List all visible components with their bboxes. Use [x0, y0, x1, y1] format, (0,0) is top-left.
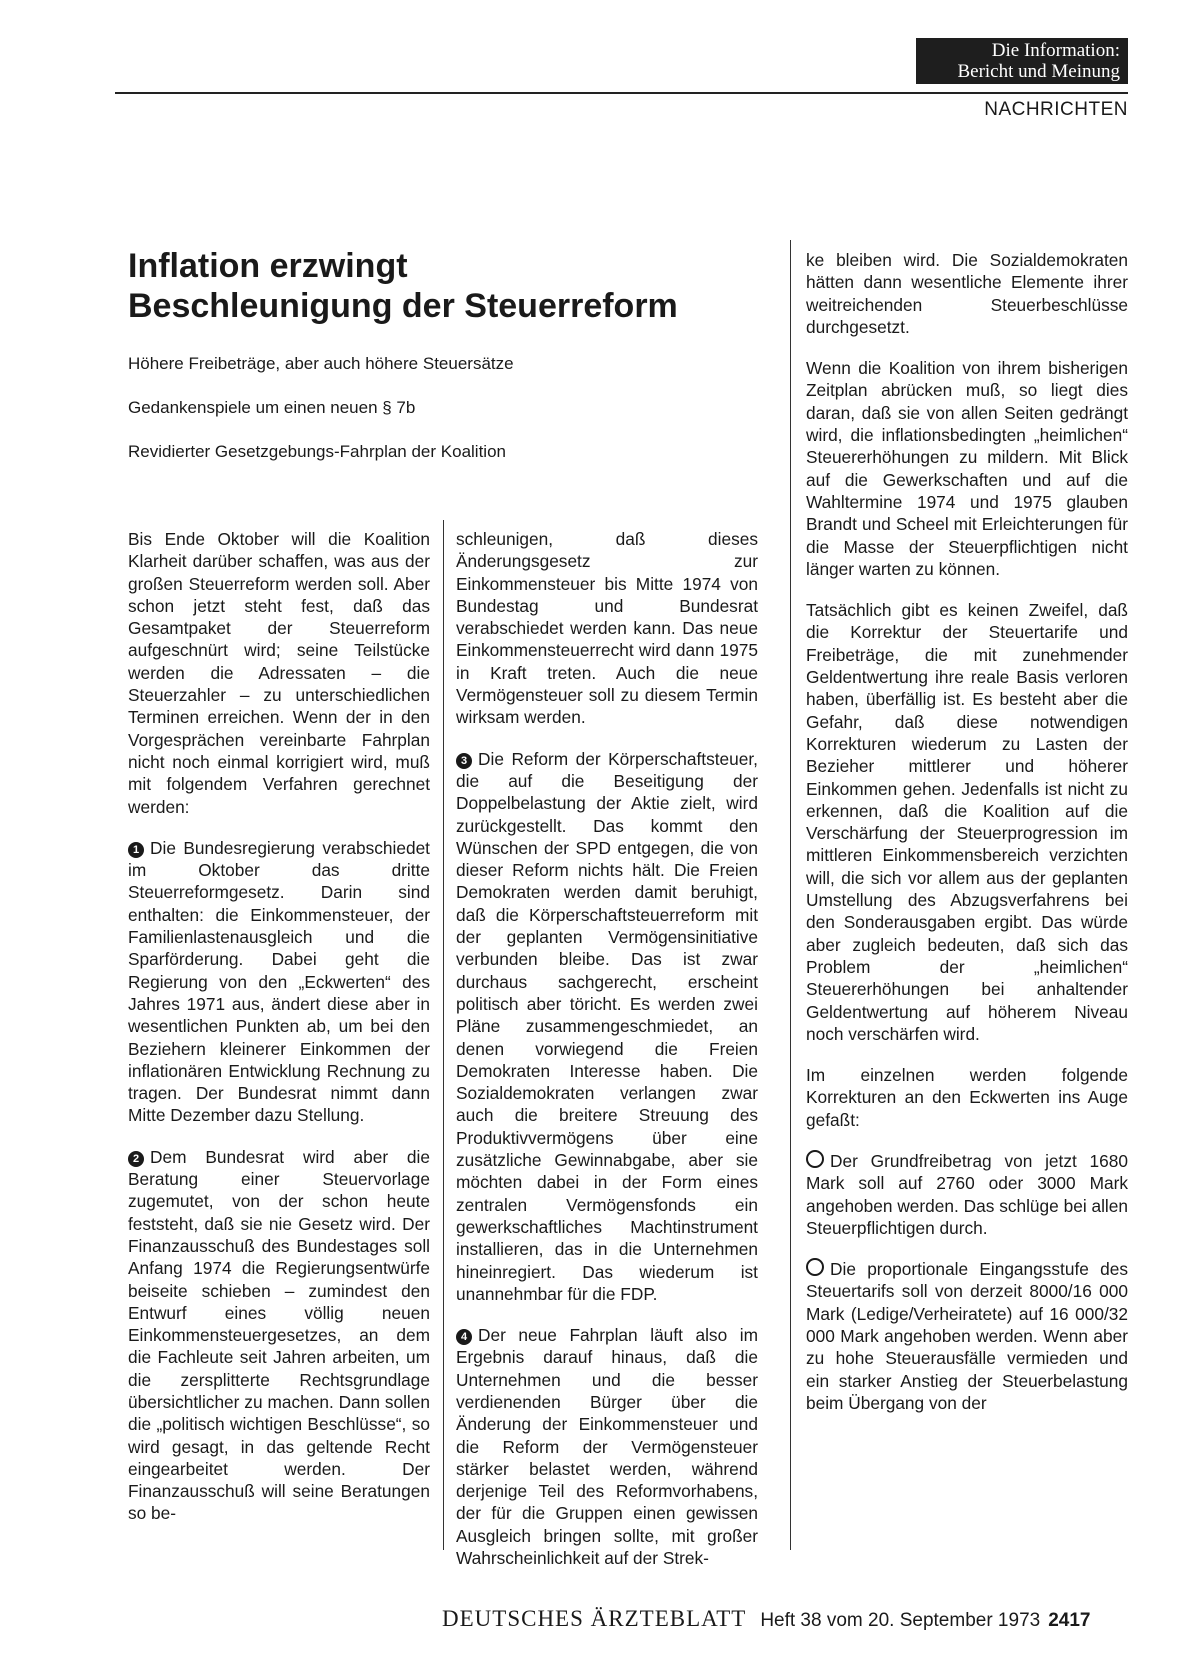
paragraph-text: Der neue Fahrplan läuft also im Ergebnis darauf hinaus, daß die Unternehmen und die besser verdienenden Bürger über die Änderung der Einkommensteuer und die Reform der Vermögensteuer stärker belastet werden, während derjenige Teil des Reformvorhabens, der für die Gruppen einen gewissen Ausgleich bringen sollte, mit großer Wahrscheinlichkeit auf der Strek- — [456, 1325, 758, 1569]
journal-name: DEUTSCHES ÄRZTEBLATT — [442, 1606, 747, 1631]
paragraph: Im einzelnen werden folgende Korrekturen an den Eckwerten ins Auge gefaßt: — [806, 1065, 1128, 1130]
page-footer — [442, 1606, 1090, 1632]
section-label: NACHRICHTEN — [984, 99, 1128, 120]
column-divider — [790, 240, 791, 1550]
number-bullet-icon: 1 — [128, 842, 144, 858]
paragraph: Tatsächlich gibt es keinen Zweifel, daß die Korrektur der Steuertarife und Freibeträge, die mit zunehmender Geldentwertung ihre reale Basis verloren haben, überfällig ist. Es besteht aber die Gefahr, daß diese notwendigen Korrekturen wiederum zu Lasten der Bezieher mittlerer und höherer Einkommen gehen. Jedenfalls ist nicht zu erkennen, daß die Koalition auf die Verschärfung der Steuerprogression im mittleren Einkommensbereich verzichten will, die sich vor allem aus der geplanten Umstellung des Abzugsverfahrens bei den Sonderausgaben ergibt. Das würde aber zugleich bedeuten, daß sich das Problem der „heimlichen“ Steuererhöhungen bei anhaltender Geldentwertung auf höherem Niveau noch verschärfen wird. — [806, 600, 1128, 1044]
paragraph — [806, 1258, 1128, 1414]
paragraph-text: Die Bundesregierung verabschiedet im Oktober das dritte Steuerreformgesetz. Darin sind enthalten: die Einkommensteuer, der Familienlastenausgleich und die Sparförderung. Dabei geht die Regierung von den „Eckwerten“ des Jahres 1971 aus, ändert diese aber in wesentlichen Punkten ab, um bei den Beziehern kleinerer Einkommen der inflationären Entwicklung Rechnung zu tragen. Der Bundesrat nimmt dann Mitte Dezember dazu Stellung. — [128, 837, 430, 1126]
paragraph-text: Die Reform der Körperschaftsteuer, die auf die Beseitigung der Doppelbelastung der Aktie zielt, wird zurückgestellt. Das kommt den Wünschen der SPD entgegen, die von dieser Reform nichts hält. Die Freien Demokraten werden damit beruhigt, daß die Körperschaftsteuerreform mit der geplanten Vermögensinitiative verbunden bleibe. Das ist zwar durchaus sachgerecht, erscheint politisch aber töricht. Es werden zwei Pläne zusammengeschmiedet, an denen vorwiegend die Freien Demokraten Interesse haben. Die Sozialdemokraten verlangen zwar auch die breitere Streuung des Produktivvermögens über eine zusätzliche Gewinnabgabe, aber sie möchten dabei in der Form eines zentralen Vermögensfonds ein gewerkschaftliches Machtinstrument installieren, das in die Unternehmen hineinregiert. Das wiederum ist unannehmbar für die FDP. — [456, 748, 758, 1304]
number-bullet-icon: 2 — [128, 1151, 144, 1167]
paragraph — [456, 1324, 758, 1569]
paragraph: Bis Ende Oktober will die Koalition Klarheit darüber schaffen, was aus der großen Steuerreform werden soll. Aber schon jetzt steht fest, daß das Gesamtpaket der Steuerreform aufgeschnürt wird; seine Teilstücke werden die Adressaten – die Steuerzahler – zu unterschiedlichen Terminen erreichen. Wenn der in den Vorgesprächen vereinbarte Fahrplan nicht noch einmal korrigiert wird, muß mit folgendem Verfahren gerechnet werden: — [128, 529, 430, 817]
column-divider — [443, 520, 444, 1550]
subtitle-list — [128, 352, 708, 484]
title-line-2: Beschleunigung der Steuerreform — [128, 287, 678, 325]
circle-bullet-icon — [806, 1150, 824, 1168]
issue-info: Heft 38 vom 20. September 1973 — [760, 1610, 1041, 1631]
paragraph — [456, 748, 758, 1305]
article-column-1 — [128, 528, 430, 1544]
article-column-2 — [456, 528, 758, 1588]
paragraph: Wenn die Koalition von ihrem bisherigen Zeitplan abrücken muß, so liegt dies daran, daß sie von allen Seiten gedrängt wird, die inflationsbedingten „heimlichen“ Steuererhöhungen zu mildern. Mit Blick auf die Gewerkschaften und auf die Wahltermine 1974 und 1975 glauben Brandt und Scheel mit Erleichterungen für die Masse der Steuerpflichtigen nicht länger warten zu können. — [806, 358, 1128, 579]
subtitle: Höhere Freibeträge, aber auch höhere Steuersätze — [128, 354, 514, 373]
paragraph-text: Dem Bundesrat wird aber die Beratung einer Steuervorlage zugemutet, von der schon heute feststeht, daß sie nie Gesetz wird. Der Finanzausschuß des Bundestages soll Anfang 1974 die Regierungsentwürfe beiseite schieben – zumindest den Entwurf eines völlig neuen Einkommensteuergesetzes, an dem die Fachleute seit Jahren arbeiten, um die zersplitterte Rechtsgrundlage übersichtlicher zu machen. Dann sollen die „politisch wichtigen Beschlüsse“, so wird gesagt, in das geltende Recht eingearbeitet werden. Der Finanzausschuß will seine Beratungen so be- — [128, 1146, 430, 1524]
number-bullet-icon: 3 — [456, 753, 472, 769]
subtitle: Revidierter Gesetzgebungs-Fahrplan der Koalition — [128, 442, 506, 461]
rubric-line-1: Die Information: — [991, 40, 1120, 61]
paragraph — [806, 1150, 1128, 1239]
paragraph-text: Die proportionale Eingangsstufe des Steuertarifs soll von derzeit 8000/16 000 Mark (Ledige/Verheiratete) auf 16 000/32 000 Mark angehoben werden. Wenn aber zu hohe Steuerausfälle vermieden und ein starker Anstieg der Steuerbelastung beim Übergang von der — [806, 1259, 1128, 1413]
circle-bullet-icon — [806, 1258, 824, 1276]
subtitle: Gedankenspiele um einen neuen § 7b — [128, 398, 416, 417]
rubric-line-2: Bericht und Meinung — [957, 61, 1120, 82]
paragraph: ke bleiben wird. Die Sozialdemokraten hätten dann wesentliche Elemente ihrer weitreichenden Steuerbeschlüsse durchgesetzt. — [806, 250, 1128, 337]
paragraph — [128, 1146, 430, 1525]
number-bullet-icon: 4 — [456, 1329, 472, 1345]
page-number: 2417 — [1048, 1610, 1091, 1631]
rubric-badge — [916, 38, 1128, 84]
article-column-3 — [806, 249, 1128, 1433]
header-rule — [115, 92, 1128, 94]
article-title — [128, 246, 688, 326]
paragraph: schleunigen, daß dieses Änderungsgesetz zur Einkommensteuer bis Mitte 1974 von Bundestag und Bundesrat verabschiedet werden kann. Das neue Einkommensteuerrecht wird dann 1975 in Kraft treten. Auch die neue Vermögensteuer soll zu diesem Termin wirksam werden. — [456, 529, 758, 728]
title-line-1: Inflation erzwingt — [128, 247, 408, 285]
paragraph — [128, 837, 430, 1127]
paragraph-text: Der Grundfreibetrag von jetzt 1680 Mark soll auf 2760 oder 3000 Mark angehoben werden. Das schlüge bei allen Steuerpflichtigen durch. — [806, 1150, 1128, 1238]
